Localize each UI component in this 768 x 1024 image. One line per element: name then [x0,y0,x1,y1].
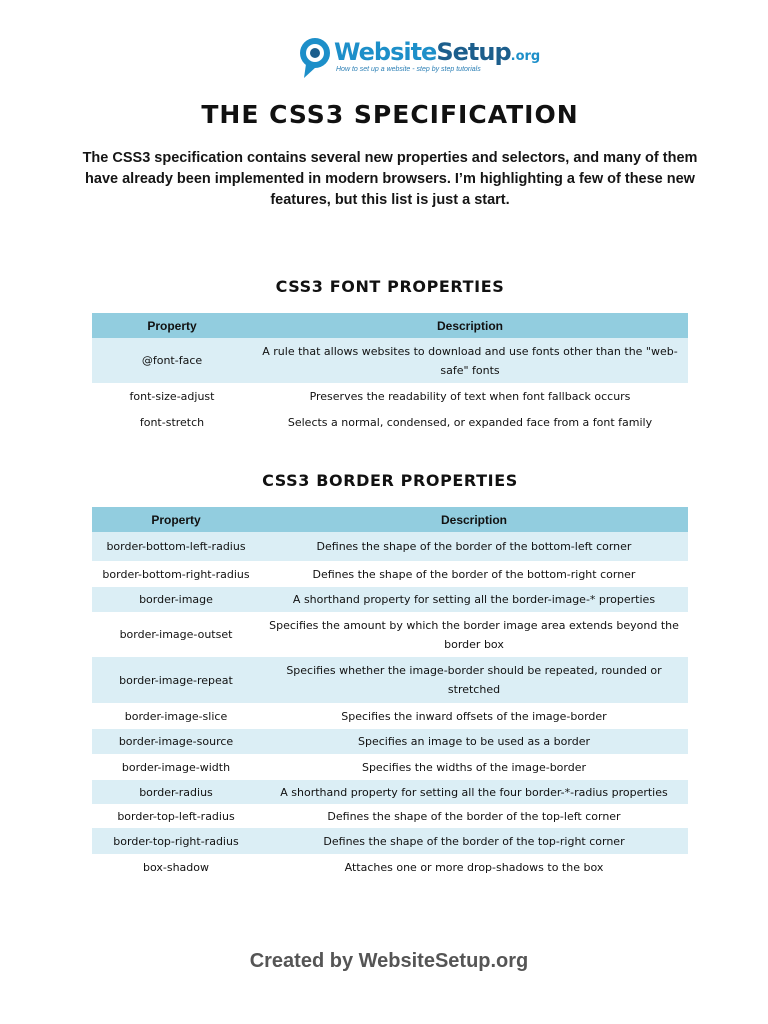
logo-tagline: How to set up a website - step by step tutorials [336,66,481,73]
column-header-property: Property [92,507,260,532]
property-cell: border-top-left-radius [117,809,235,823]
websitesetup-logo [298,36,541,80]
logo-name-part1: Website [334,38,437,66]
property-cell: border-image-slice [124,709,228,723]
property-cell: @font-face [92,338,252,383]
description-cell: Defines the shape of the border of the top-right corner [260,828,688,854]
location-pin-icon [298,36,334,80]
description-cell: Specifies the amount by which the border image area extends beyond the border box [269,618,679,651]
property-cell: box-shadow [142,860,209,874]
description-cell: A rule that allows websites to download and use fonts other than the "web-safe" fonts [252,338,688,383]
description-cell: Defines the shape of the border of the bottom-right corner [312,567,636,581]
property-cell: border-image-outset [119,628,233,641]
logo-name-part2: Setup [436,38,511,66]
border-properties-table [92,507,688,880]
description-cell: A shorthand property for setting all the four border-*-radius properties [260,780,688,804]
property-cell: border-image-source [92,729,260,754]
intro-paragraph: The CSS3 specification contains several new properties and selectors, and many of them have already been implemented in modern browsers. I’m highlighting a few of these new features, but this list is just a start. [82,150,698,208]
logo-wordmark [334,38,540,66]
table-row [92,780,688,804]
table-row [92,612,688,657]
table-row [92,828,688,854]
table-row [92,729,688,754]
property-cell: border-bottom-right-radius [102,567,250,581]
border-properties-body [92,532,688,880]
property-cell: border-image-repeat [92,657,260,703]
table-row [92,754,688,780]
property-cell: border-top-right-radius [92,828,260,854]
table-row [92,854,688,880]
column-header-property: Property [92,313,252,338]
border-section-title: CSS3 BORDER PROPERTIES [262,471,518,490]
property-cell: border-image-width [121,760,231,774]
table-row [92,804,688,828]
table-row [92,338,688,383]
column-header-description: Description [252,313,688,338]
property-cell: border-bottom-left-radius [92,532,260,561]
property-cell: border-image [92,587,260,612]
description-cell: Defines the shape of the border of the top-left corner [327,809,621,823]
description-cell: A shorthand property for setting all the border-image-* properties [260,587,688,612]
property-cell: font-size-adjust [129,389,215,403]
table-row [92,532,688,561]
description-cell: Specifies the inward offsets of the image-border [341,709,607,723]
table-header-row [92,507,688,532]
description-cell: Attaches one or more drop-shadows to the box [344,860,604,874]
font-properties-body [92,338,688,435]
font-section-title: CSS3 FONT PROPERTIES [275,277,505,296]
font-properties-table [92,313,688,435]
property-cell: font-stretch [139,415,205,429]
table-row [92,703,688,729]
table-row [92,657,688,703]
table-header-row [92,313,688,338]
description-cell: Preserves the readability of text when font fallback occurs [309,389,631,403]
table-row [92,409,688,435]
table-row [92,561,688,587]
description-cell: Selects a normal, condensed, or expanded face from a font family [287,415,653,429]
description-cell: Defines the shape of the border of the bottom-left corner [260,532,688,561]
column-header-description: Description [260,507,688,532]
page-title: THE CSS3 SPECIFICATION [201,100,579,129]
description-cell: Specifies an image to be used as a border [260,729,688,754]
description-cell: Specifies whether the image-border should be repeated, rounded or stretched [260,657,688,703]
footer-credit: Created by WebsiteSetup.org [249,950,529,972]
property-cell: border-radius [92,780,260,804]
table-row [92,383,688,409]
description-cell: Specifies the widths of the image-border [361,760,587,774]
logo-tld: .org [510,49,541,64]
table-row [92,587,688,612]
